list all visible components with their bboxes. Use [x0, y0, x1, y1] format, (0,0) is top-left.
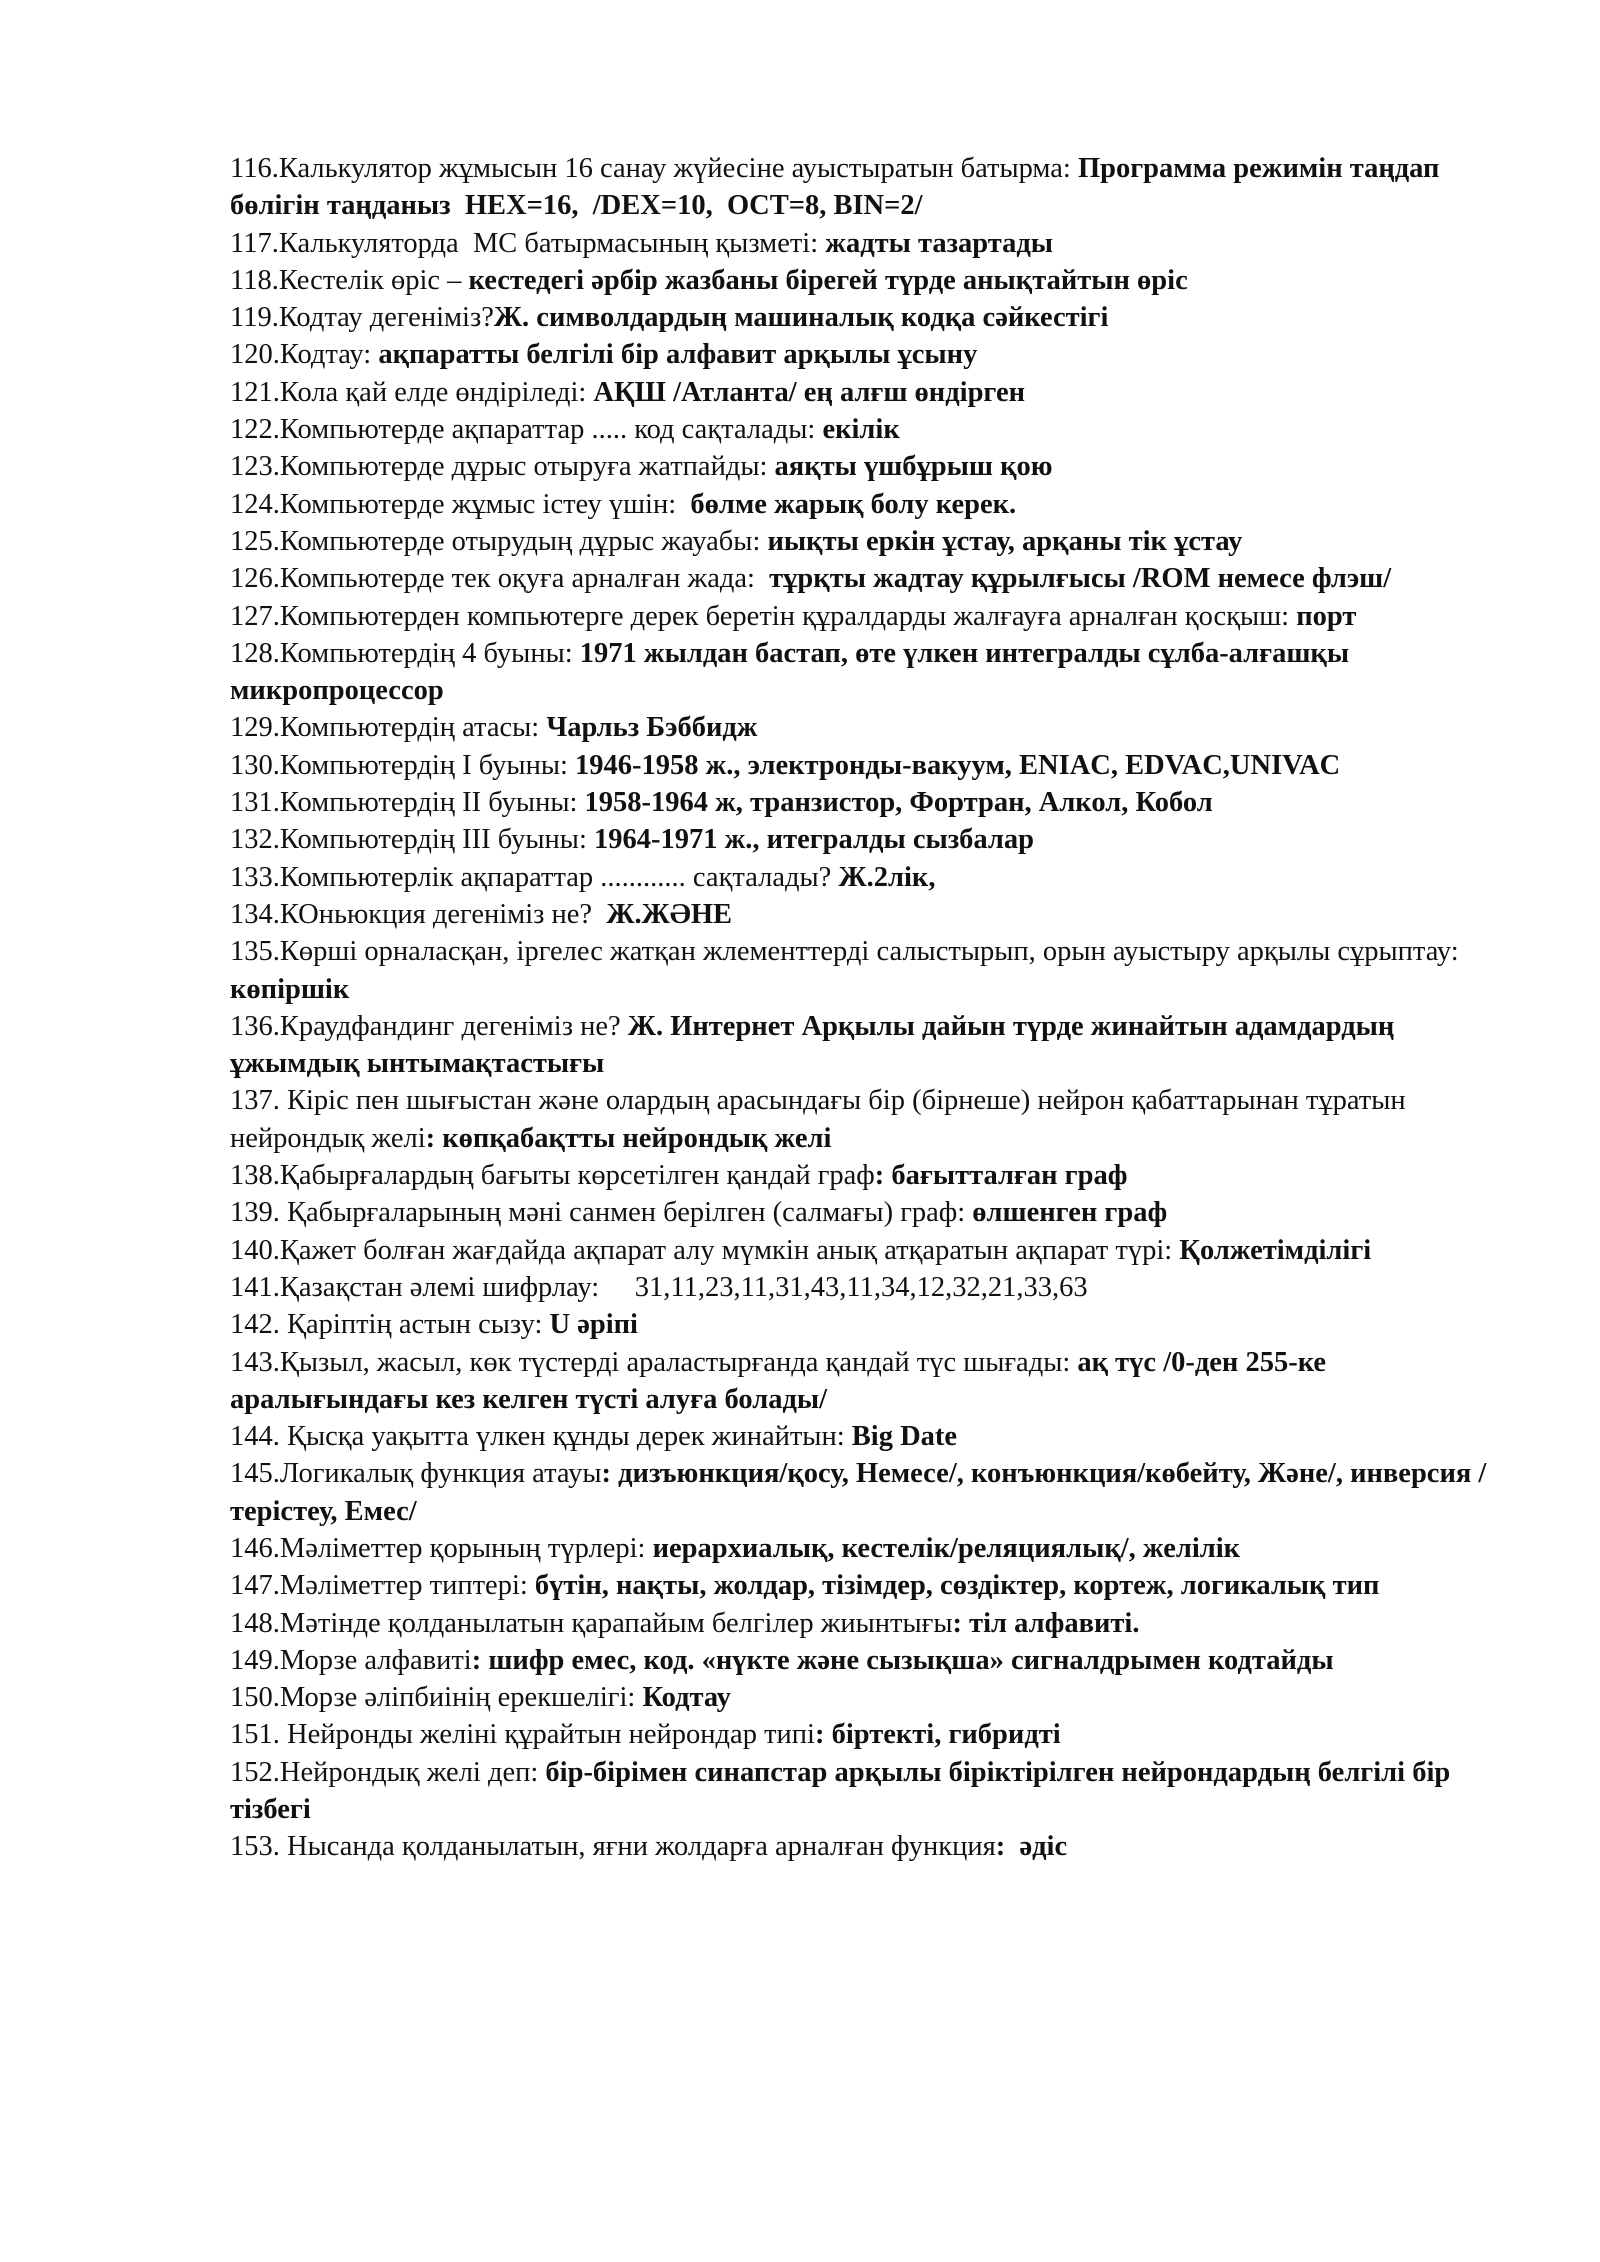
question-text: 152.Нейрондық желі деп: — [230, 1756, 546, 1788]
answer-text: : тіл алфавиті. — [952, 1607, 1140, 1639]
question-text: 153. Нысанда қолданылатын, яғни жолдарға арналған функция — [230, 1831, 996, 1863]
list-item — [230, 1679, 1510, 1716]
question-text: 151. Нейронды желіні құрайтын нейрондар типі — [230, 1719, 815, 1751]
list-item — [230, 486, 1510, 523]
question-text: 116.Калькулятор жұмысын 16 санау жүйесіне ауыстыратын батырма: — [230, 153, 1078, 184]
list-item — [230, 1642, 1510, 1679]
answer-text: бір-бірімен синапстар арқылы біріктірілген нейрондардың белгілі бір тізбегі — [230, 1756, 1458, 1826]
answer-text: көпіршік — [230, 973, 350, 1005]
answer-text: Қолжетімділігі — [1179, 1234, 1372, 1266]
question-text: 133.Компьютерлік ақпараттар ............ сақталады? — [230, 861, 839, 893]
list-item — [230, 1306, 1510, 1343]
question-text: 121.Кола қай елде өндіріледі: — [230, 376, 594, 408]
question-text: 137. Кіріс пен шығыстан және олардың арасындағы бір (бірнеше) нейрон қабаттарынан тұратын нейрондық желі — [230, 1085, 1413, 1154]
list-item — [230, 336, 1510, 373]
question-text: 132.Компьютердің ІІІ буыны: — [230, 824, 595, 856]
list-item — [230, 747, 1510, 784]
answer-text: Ж.2лік, — [838, 861, 936, 893]
answer-text: екілік — [822, 414, 900, 446]
list-item — [230, 1232, 1510, 1269]
answer-text: : бағытталған граф — [874, 1160, 1128, 1192]
question-text: 138.Қабырғалардың бағыты көрсетілген қандай граф — [230, 1160, 875, 1192]
answer-text: өлшенген граф — [972, 1197, 1168, 1229]
answer-text: 1946-1958 ж., электронды-вакуум, ENIAC, EDVAC,UNIVAC — [575, 749, 1341, 781]
answer-text: иерархиалық, кестелік/реляциялық/, желілік — [652, 1532, 1241, 1564]
list-item — [230, 523, 1510, 560]
list-item — [230, 1082, 1510, 1157]
question-text: 136.Краудфандинг дегеніміз не? — [230, 1010, 628, 1042]
list-item — [230, 1455, 1510, 1530]
answer-text: U әріпі — [549, 1309, 638, 1341]
list-item — [230, 411, 1510, 448]
question-text: 149.Морзе алфавиті — [230, 1644, 472, 1676]
question-text: 134.КОньюкция дегеніміз не? — [230, 898, 607, 930]
answer-text: Ж. символдардың машиналық кодқа сәйкестігі — [493, 302, 1109, 334]
answer-text: АҚШ /Атланта/ ең алғш өндірген — [593, 376, 1026, 408]
answer-text: бүтін, нақты, жолдар, тізімдер, сөздіктер, кортеж, логикалық тип — [534, 1570, 1380, 1602]
answer-text: Ж.ЖӘНЕ — [606, 898, 733, 930]
question-text: 117.Калькуляторда МС батырмасының қызметі: — [230, 227, 826, 259]
question-text: 146.Мәліметтер қорының түрлері: — [230, 1532, 653, 1564]
answer-text: 1964-1971 ж., итегралды сызбалар — [594, 824, 1035, 856]
question-text: 139. Қабырғаларының мәні санмен берілген (салмағы) граф: — [230, 1197, 973, 1229]
question-text: 127.Компьютерден компьютерге дерек беретін құралдарды жалғауға арналған қосқыш: — [230, 600, 1297, 632]
answer-text: ақпаратты белгілі бір алфавит арқылы ұсыну — [378, 339, 978, 371]
answer-text: 1971 жылдан бастап, өте үлкен интегралды сұлба-алғашқы микропроцессор — [230, 637, 1357, 707]
list-item — [230, 560, 1510, 597]
list-item — [230, 1194, 1510, 1231]
list-item — [230, 374, 1510, 411]
answer-text: : көпқабақтты нейрондық желі — [425, 1122, 832, 1154]
question-text: 135.Көрші орналасқан, іргелес жатқан жлементтерді салыстырып, орын ауыстыру арқылы сұрыптау: — [230, 936, 1466, 968]
list-item — [230, 1008, 1510, 1083]
question-text: 141.Қазақстан әлемі шифрлау: 31,11,23,11,31,43,11,34,12,32,21,33,63 — [230, 1271, 1088, 1303]
list-item — [230, 933, 1510, 1008]
answer-text: : дизъюнкция/қосу, Немесе/, конъюнкция/көбейту, Және/, инверсия /терістеу, Емес/ — [230, 1458, 1487, 1527]
question-text: 144. Қысқа уақытта үлкен құнды дерек жинайтын: — [230, 1421, 852, 1453]
answer-text: : әдіс — [995, 1831, 1068, 1863]
answer-text: ақ түс /0-ден 255-ке аралығындағы кез келген түсті алуға болады/ — [230, 1346, 1334, 1415]
list-item — [230, 1530, 1510, 1567]
list-item — [230, 262, 1510, 299]
list-item — [230, 1269, 1510, 1306]
question-text: 142. Қаріптің астын сызу: — [230, 1309, 550, 1341]
answer-text: Big Date — [851, 1421, 958, 1453]
answer-text: жадты тазартады — [825, 227, 1054, 259]
answer-text: Программа режимін таңдап бөлігін таңданыз HEX=16, /DEX=10, OCT=8, BIN=2/ — [230, 153, 1447, 222]
question-text: 123.Компьютерде дұрыс отыруға жатпайды: — [230, 451, 775, 483]
list-item — [230, 896, 1510, 933]
list-item — [230, 1605, 1510, 1642]
list-item — [230, 1716, 1510, 1753]
list-item — [230, 1418, 1510, 1455]
question-text: 119.Кодтау дегеніміз? — [230, 302, 494, 334]
answer-text: иықты еркін ұстау, арқаны тік ұстау — [767, 525, 1243, 557]
list-item — [230, 709, 1510, 746]
question-text: 150.Морзе әліпбиінің ерекшелігі: — [230, 1682, 643, 1714]
question-text: 128.Компьютердің 4 буыны: — [230, 637, 580, 669]
list-item — [230, 821, 1510, 858]
answer-text: бөлме жарық болу керек. — [690, 488, 1017, 520]
answer-text: 1958-1964 ж, транзистор, Фортран, Алкол, Кобол — [584, 787, 1213, 819]
answer-text: аяқты үшбұрыш қою — [774, 451, 1053, 483]
question-text: 145.Логикалық функция атауы — [230, 1458, 602, 1490]
list-item — [230, 299, 1510, 336]
answer-text: тұрқты жадтау құрылғысы /ROM немесе флэш/ — [769, 563, 1392, 595]
answer-text: : шифр емес, код. «нүкте және сызықша» сигналдрымен кодтайды — [471, 1644, 1334, 1676]
answer-text: кестедегі әрбір жазбаны бірегей түрде анықтайтын өріс — [468, 264, 1188, 296]
question-text: 129.Компьютердің атасы: — [230, 712, 547, 744]
list-item — [230, 635, 1510, 710]
list-item — [230, 1567, 1510, 1604]
document-page — [230, 150, 1510, 1866]
list-item — [230, 150, 1510, 225]
question-text: 122.Компьютерде ақпараттар ..... код сақталады: — [230, 414, 823, 446]
answer-text: : біртекті, гибридті — [814, 1719, 1061, 1751]
list-item — [230, 1157, 1510, 1194]
answer-text: Чарльз Бэббидж — [546, 712, 758, 744]
list-item — [230, 598, 1510, 635]
list-item — [230, 448, 1510, 485]
question-text: 131.Компьютердің ІІ буыны: — [230, 787, 585, 819]
question-text: 130.Компьютердің І буыны: — [230, 749, 576, 781]
list-item — [230, 1344, 1510, 1419]
question-text: 124.Компьютерде жұмыс істеу үшін: — [230, 488, 691, 520]
answer-text: Ж. Интернет Арқылы дайын түрде жинайтын адамдардың ұжымдық ынтымақтастығы — [230, 1010, 1402, 1080]
question-text: 125.Компьютерде отырудың дұрыс жауабы: — [230, 525, 768, 557]
question-text: 126.Компьютерде тек оқуға арналған жада: — [230, 563, 770, 595]
list-item — [230, 225, 1510, 262]
answer-text: Кодтау — [642, 1682, 731, 1714]
question-text: 143.Қызыл, жасыл, көк түстерді араластырғанда қандай түс шығады: — [230, 1346, 1078, 1378]
question-text: 148.Мәтінде қолданылатын қарапайым белгілер жиынтығы — [230, 1607, 953, 1639]
question-text: 118.Кестелік өріс – — [230, 264, 469, 296]
question-text: 147.Мәліметтер типтері: — [230, 1570, 535, 1602]
list-item — [230, 1828, 1510, 1865]
list-item — [230, 1754, 1510, 1829]
list-item — [230, 859, 1510, 896]
answer-text: порт — [1296, 600, 1357, 632]
list-item — [230, 784, 1510, 821]
question-text: 140.Қажет болған жағдайда ақпарат алу мүмкін анық атқаратын ақпарат түрі: — [230, 1234, 1180, 1266]
question-text: 120.Кодтау: — [230, 339, 379, 371]
